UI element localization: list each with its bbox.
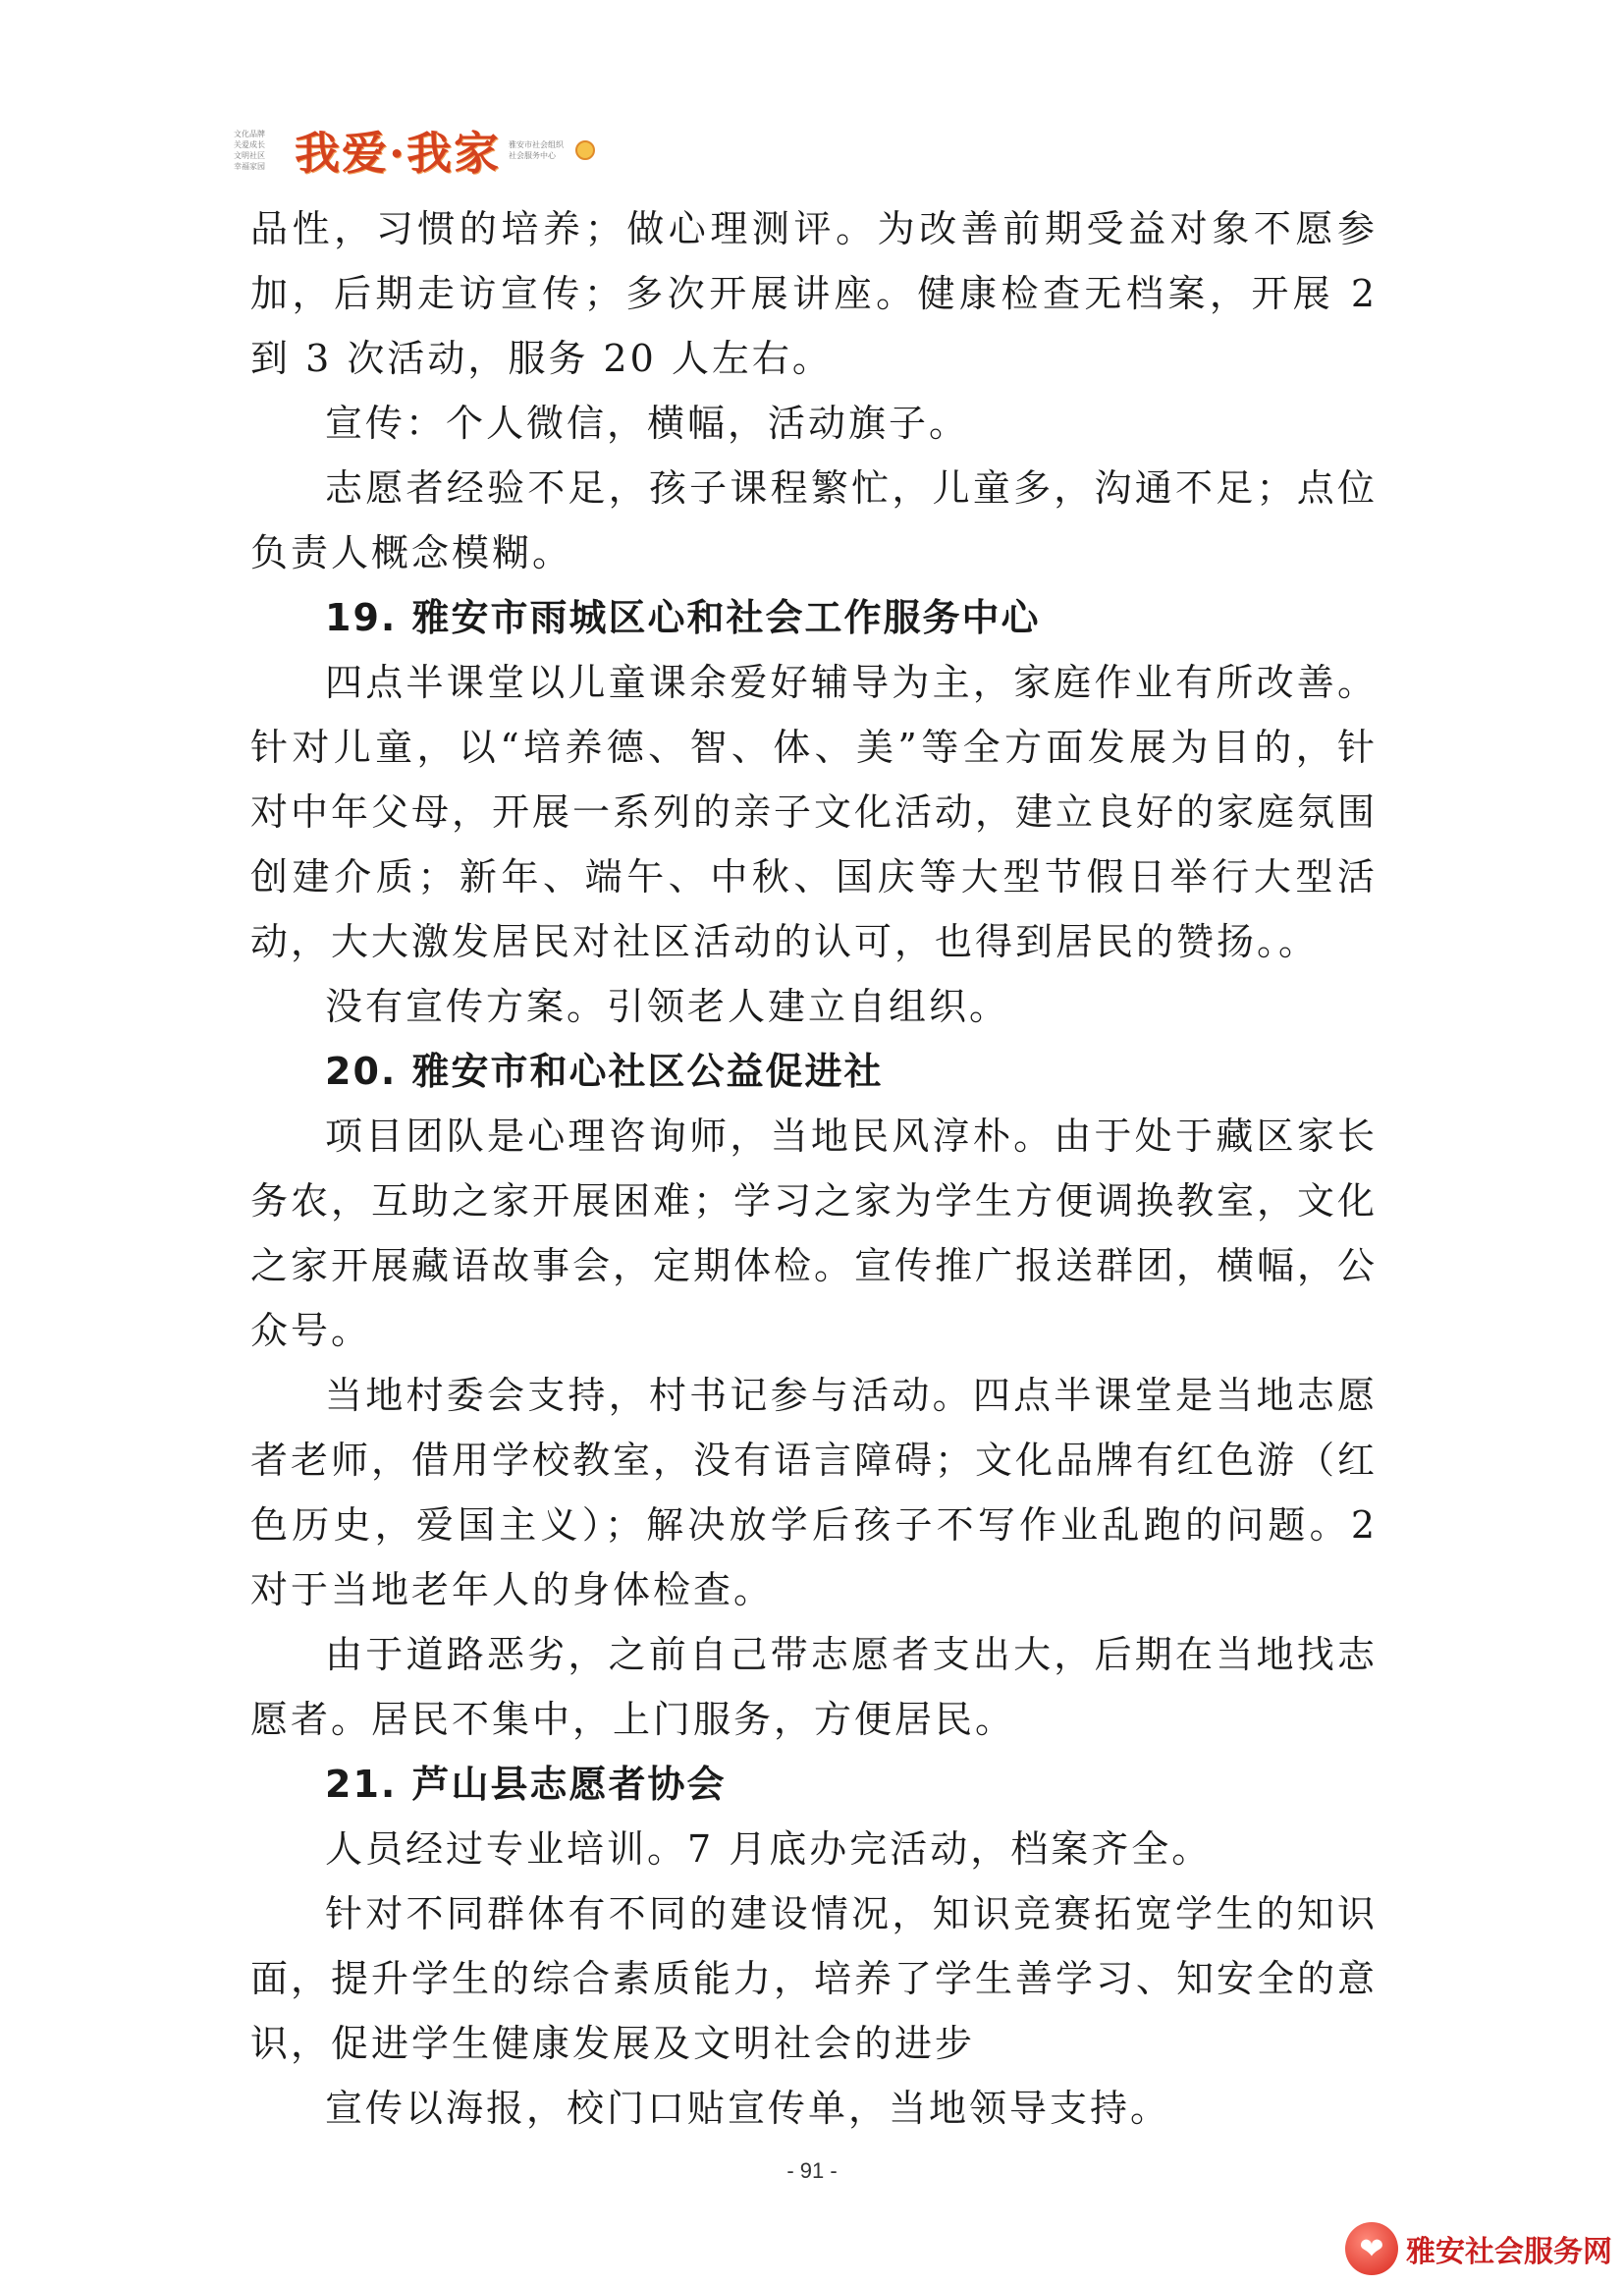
paragraph: 志愿者经验不足，孩子课程繁忙，儿童多，沟通不足；点位负责人概念模糊。	[250, 466, 1378, 574]
header-side-line: 幸福家园	[234, 162, 265, 171]
page-header	[234, 106, 595, 194]
paragraph: 宣传：个人微信，横幅，活动旗子。	[325, 402, 970, 445]
header-side-line: 雅安市社会组织	[509, 140, 565, 149]
header-side-line: 关爱成长	[234, 140, 265, 149]
header-side-line: 文化品牌	[234, 130, 265, 138]
section-heading-20: 20. 雅安市和心社区公益促进社	[325, 1050, 884, 1093]
watermark-text: 雅安社会服务网	[1406, 2235, 1612, 2269]
header-logo-text: 我爱·我家	[295, 127, 502, 180]
paragraph: 人员经过专业培训。7 月底办完活动，档案齐全。	[325, 1827, 1213, 1871]
header-side-text-left	[234, 129, 291, 172]
header-side-line: 社会服务中心	[509, 151, 557, 160]
emblem-icon	[575, 140, 595, 160]
watermark	[1345, 2222, 1612, 2275]
heart-logo-icon: ❤	[1345, 2222, 1398, 2275]
paragraph: 项目团队是心理咨询师，当地民风淳朴。由于处于藏区家长务农，互助之家开展困难；学习之家为学生方便调换教室，文化之家开展藏语故事会，定期体检。宣传推广报送群团，横幅，公众号。	[250, 1115, 1379, 1352]
page-number: - 91 -	[786, 2158, 838, 2183]
paragraph: 没有宣传方案。引领老人建立自组织。	[325, 985, 1010, 1028]
header-side-text-right	[509, 139, 569, 161]
section-heading-21: 21. 芦山县志愿者协会	[325, 1763, 727, 1806]
paragraph: 宣传以海报，校门口贴宣传单，当地领导支持。	[325, 2087, 1171, 2130]
paragraph: 当地村委会支持，村书记参与活动。四点半课堂是当地志愿者老师，借用学校教室，没有语言障碍；文化品牌有红色游（红色历史，爱国主义）；解决放学后孩子不写作业乱跑的问题。2 对于当地老年人的身体检查。	[250, 1374, 1379, 1611]
paragraph: 针对不同群体有不同的建设情况，知识竞赛拓宽学生的知识面，提升学生的综合素质能力，培养了学生善学习、知安全的意识，促进学生健康发展及文明社会的进步	[250, 1892, 1379, 2065]
document-body	[250, 196, 1378, 2141]
paragraph: 品性，习惯的培养；做心理测评。为改善前期受益对象不愿参加，后期走访宣传；多次开展讲座。健康检查无档案，开展 2 到 3 次活动，服务 20 人左右。	[250, 207, 1378, 380]
paragraph: 由于道路恶劣，之前自己带志愿者支出大，后期在当地找志愿者。居民不集中，上门服务，方便居民。	[250, 1633, 1378, 1741]
section-heading-19: 19. 雅安市雨城区心和社会工作服务中心	[325, 596, 1041, 639]
header-side-line: 文明社区	[234, 151, 265, 160]
paragraph: 四点半课堂以儿童课余爱好辅导为主，家庭作业有所改善。针对儿童，以“培养德、智、体、美”等全方面发展为目的，针对中年父母，开展一系列的亲子文化活动，建立良好的家庭氛围创建介质；新年、端午、中秋、国庆等大型节假日举行大型活动，大大激发居民对社区活动的认可，也得到居民的赞扬。。	[250, 661, 1379, 963]
